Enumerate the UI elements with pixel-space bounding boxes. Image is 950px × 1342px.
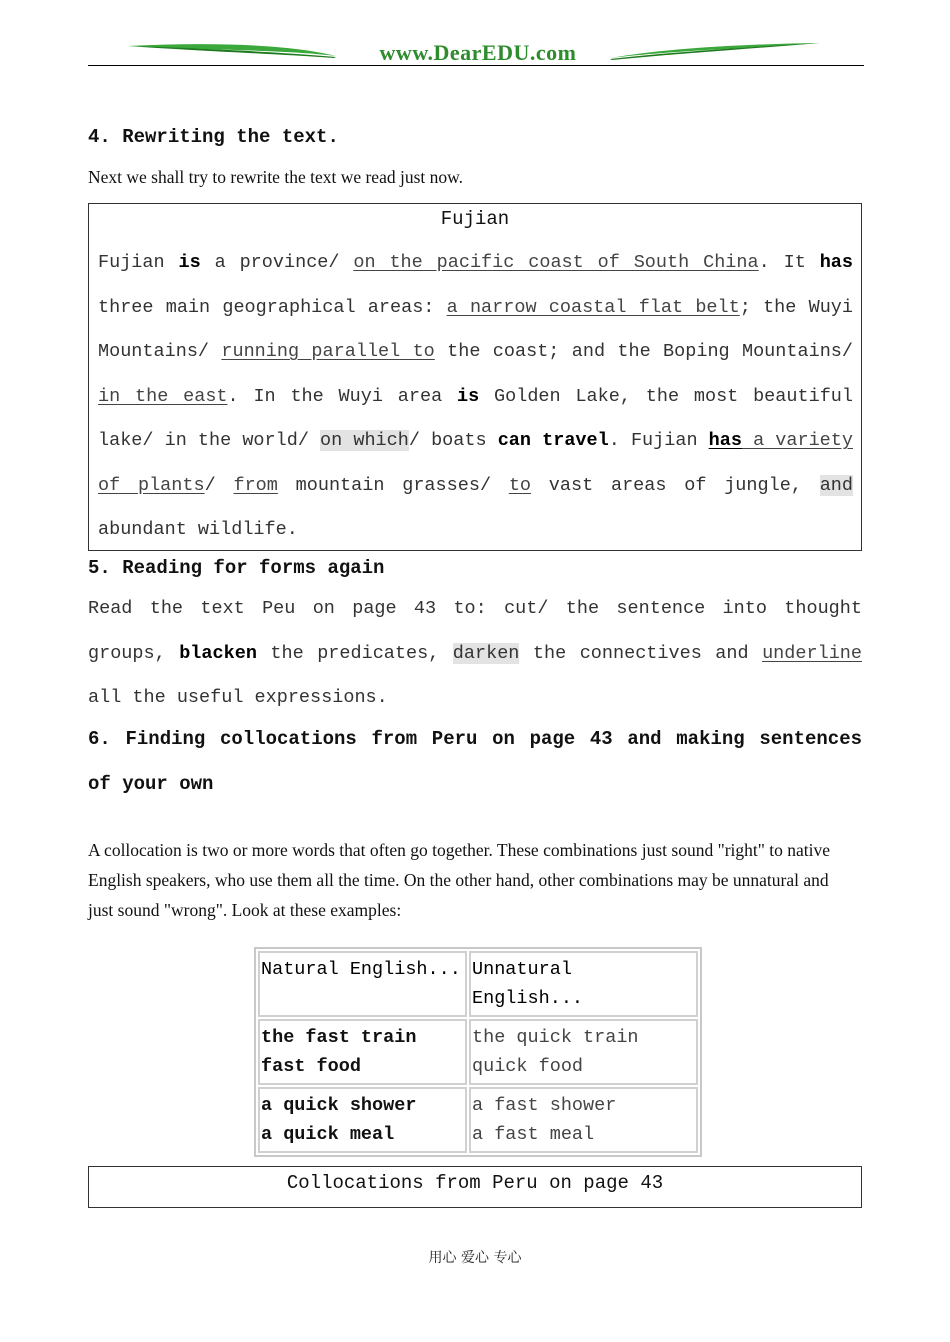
unnatural-cell <box>469 1087 698 1153</box>
connective: and <box>819 474 853 496</box>
fujian-seg: Fujian <box>98 252 179 273</box>
table-row <box>258 1019 698 1085</box>
instruction-text: all the useful expressions. <box>88 687 388 708</box>
unnatural-phrase: quick food <box>472 1056 584 1077</box>
fujian-seg: . Fujian <box>608 430 709 451</box>
section5-heading: 5. Reading for forms again <box>88 557 385 579</box>
underline-example: underline <box>762 642 862 664</box>
peru-collocations-box: Collocations from Peru on page 43 <box>88 1166 862 1208</box>
useful-expression: a narrow coastal flat belt <box>446 296 740 318</box>
fujian-seg: abundant wildlife. <box>98 519 298 540</box>
unnatural-phrase: a fast meal <box>472 1124 595 1145</box>
unnatural-phrase: a fast shower <box>472 1095 617 1116</box>
section4-heading: 4. Rewriting the text. <box>88 126 339 148</box>
site-logo-text: www.DearEDU.com <box>379 40 577 65</box>
useful-expression: a variety of plants <box>98 430 853 496</box>
blacken-example: blacken <box>179 642 257 664</box>
useful-expression: from <box>233 474 278 496</box>
section4-intro: Next we shall try to rewrite the text we read just now. <box>88 167 464 187</box>
fujian-title: Fujian <box>440 208 510 230</box>
fujian-seg: a province/ <box>200 252 354 273</box>
predicate: is <box>457 385 480 407</box>
fujian-seg: vast areas of jungle, <box>531 474 820 496</box>
fujian-seg: mountain grasses/ <box>277 474 509 496</box>
header-divider <box>88 65 864 66</box>
section6-heading: 6. Finding collocations from Peru on page 43 and making sentences of your own <box>88 728 862 795</box>
natural-phrase: the fast train <box>261 1027 417 1048</box>
unnatural-phrase: the quick train <box>472 1027 639 1048</box>
col-header-unnatural: Unnatural English... <box>469 951 698 1017</box>
darken-example: darken <box>452 642 520 664</box>
fujian-seg: the coast; and the Boping Mountains/ <box>434 341 854 362</box>
fujian-seg: / <box>204 474 234 496</box>
collocation-paragraph: A collocation is two or more words that often go together. These combinations just sound "right" to native English speakers, who use them all the time. On the other hand, other combinations may be unnatural and just sound "wrong". Look at these examples: <box>88 840 831 920</box>
table-header-row <box>258 951 698 1017</box>
natural-phrase: a quick shower <box>261 1095 417 1116</box>
useful-expression: running parallel to <box>221 341 435 362</box>
natural-cell <box>258 1087 467 1153</box>
fujian-seg: / boats <box>408 430 498 451</box>
instruction-text: the predicates, <box>256 642 453 664</box>
fujian-seg: . In the Wuyi area <box>227 385 457 407</box>
fujian-seg: . It <box>758 252 820 273</box>
fujian-text-box <box>88 203 862 551</box>
fujian-seg: three main geographical areas: <box>98 296 447 318</box>
useful-expression: on the pacific coast of South China <box>353 252 759 273</box>
table-row <box>258 1087 698 1153</box>
predicate: is <box>178 252 201 273</box>
page-header <box>88 36 864 68</box>
predicate: can travel <box>497 430 609 451</box>
col-header-natural: Natural English... <box>258 951 467 1017</box>
fujian-paragraph <box>98 241 853 553</box>
instruction-text: Read the text Peu on page 43 to: cut/ the sentence into thought groups, <box>88 598 862 664</box>
predicate: has <box>708 430 742 451</box>
section5-instructions <box>88 587 862 721</box>
natural-phrase: fast food <box>261 1056 361 1077</box>
fujian-seg: ; the Wuyi Mountains/ <box>98 296 853 362</box>
predicate: has <box>819 252 853 273</box>
unnatural-cell <box>469 1019 698 1085</box>
connective: on which <box>320 430 409 451</box>
natural-phrase: a quick meal <box>261 1124 395 1145</box>
collocation-table <box>254 947 702 1157</box>
useful-expression: in the east <box>98 385 228 407</box>
page-footer: 用心 爱心 专心 <box>428 1250 522 1266</box>
fujian-seg: Golden Lake, the most beautiful lake/ in the world/ <box>98 385 853 451</box>
useful-expression: to <box>508 474 532 496</box>
instruction-text: the connectives and <box>519 642 763 664</box>
natural-cell <box>258 1019 467 1085</box>
